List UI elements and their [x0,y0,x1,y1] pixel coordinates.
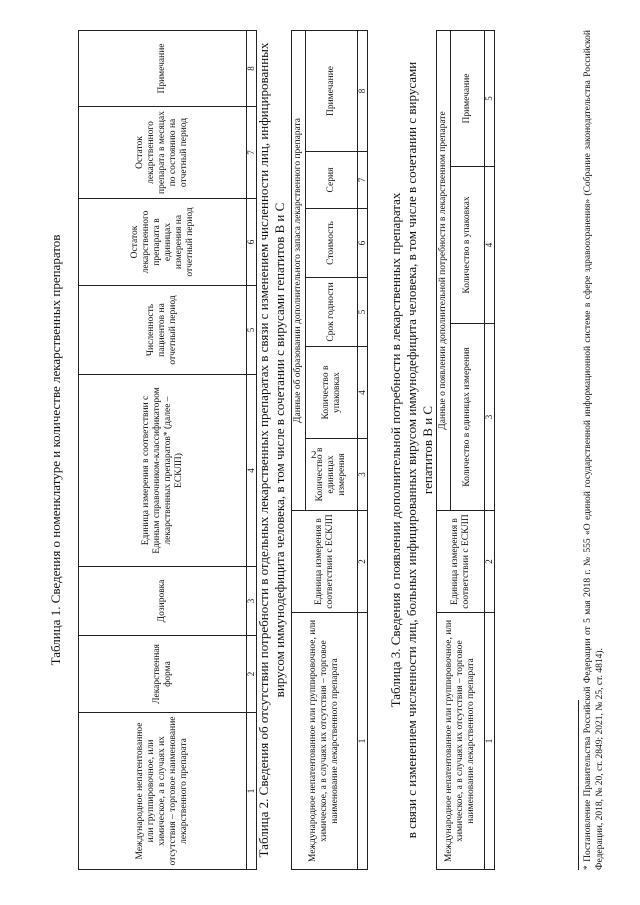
table3-header-name: Международное непатентованное или группировочное, или химическое, а в случаях их отсутствия – торговое наименование лекарственного препарата [437,613,485,870]
table3-num: 5 [485,31,495,167]
table1 [78,30,257,870]
table1-num: 4 [247,375,257,567]
table1-num: 7 [247,107,257,199]
table2-subheader: Количество в упаковках [306,347,358,439]
table1-header-form: Лекарственная форма [79,636,247,713]
table3-number-row [485,31,495,870]
table1-header-unit: Единица измерения в соответствии с Единым справочником-классификатором лекарственных препаратов* (далее – ЕСКЛП) [79,375,247,567]
table1-title: Таблица 1. Сведения о номенклатуре и количестве лекарственных препаратов [48,234,63,666]
table2-num: 1 [358,613,368,870]
footnote [578,30,606,870]
table2-num: 2 [358,511,368,613]
table1-number-row [247,31,257,870]
table3-title-line2: в связи с изменением численности лиц, больных инфицированных вирусом иммунодефицита человека, в том числе в сочетании с вирусами гепатитов В и С [404,61,435,839]
table2-num: 6 [358,209,368,278]
table3-subheader: Количество в единицах измерения [451,324,485,511]
table1-num: 5 [247,286,257,375]
table2-subheader: Количество в единицах измерения [306,439,358,511]
table1-num: 3 [247,567,257,636]
table3-subheader: Количество в упаковках [451,167,485,324]
table2-num: 7 [358,152,368,209]
table3-header-group: Данные о появлении дополнительной потребности в лекарственном препарате [437,31,451,511]
table2-header-unit: Единица измерения в соответствии с ЕСКЛП [292,511,358,613]
table2-title: Таблица 2. Сведения об отсутствии потребности в отдельных лекарственных препаратах в связи с изменением численности лиц, инфицированных вирусом иммунодефицита человека, в том числе в сочетании с вирусами гепатитов В и С [256,42,287,858]
table1-header-rest-units: Остаток лекарственного препарата в единицах измерения на отчетный период [79,199,247,286]
table3-num: 4 [485,167,495,324]
rotated-page-content [20,20,630,880]
table2-header-group: Данные об образовании дополнительного запаса лекарственного препарата [292,31,306,511]
table3-num: 2 [485,511,495,613]
table2-subheader: Примечание [306,31,358,152]
table1-num: 1 [247,713,257,870]
table2-subheader: Серия [306,152,358,209]
table2 [291,30,368,870]
table3-title-line1: Таблица 3. Сведения о появлении дополнительной потребности в лекарственных препаратах [388,192,403,708]
table1-header-note: Примечание [79,31,247,107]
page-number: 2 [311,449,317,461]
table3-title [388,40,436,860]
table2-num: 8 [358,31,368,152]
table2-subheader: Стоимость [306,209,358,278]
table1-header-name: Международное непатентованное или группировочное, или химическое, а в случаях их отсутствия – торговое наименование лекарственного препарата [79,713,247,870]
table2-header-name: Международное непатентованное или группировочное, или химическое, а в случаях их отсутствия – торговое наименование лекарственного препарата [292,613,358,870]
table2-number-row [358,31,368,870]
table1-header-patients: Численность пациентов на отчетный период [79,286,247,375]
table2-num: 4 [358,347,368,439]
table3-header-unit: Единица измерения в соответствии с ЕСКЛП [437,511,485,613]
table3-subheader: Примечание [451,31,485,167]
table2-subheader: Срок годности [306,278,358,347]
table1-header-dosage: Дозировка [79,567,247,636]
table3-num: 1 [485,613,495,870]
footnote-separator [578,700,579,870]
table2-num: 5 [358,278,368,347]
table3 [436,30,495,870]
table1-num: 2 [247,636,257,713]
table1-num: 6 [247,199,257,286]
table2-num: 3 [358,439,368,511]
footnote-text: * Постановление Правительства Российской Федерации от 5 мая 2018 г. № 555 «О единой государственной информационной системе в сфере здравоохранения» (Собрание законодательства Российской Федерации, 2018, № 20, ст. 2849; 2021, № 25, ст. 4814). [583,30,605,870]
table3-num: 3 [485,324,495,511]
table1-header-rest-months: Остаток лекарственного препарата в месяцах по состоянию на отчетный период [79,107,247,199]
table1-num: 8 [247,31,257,107]
